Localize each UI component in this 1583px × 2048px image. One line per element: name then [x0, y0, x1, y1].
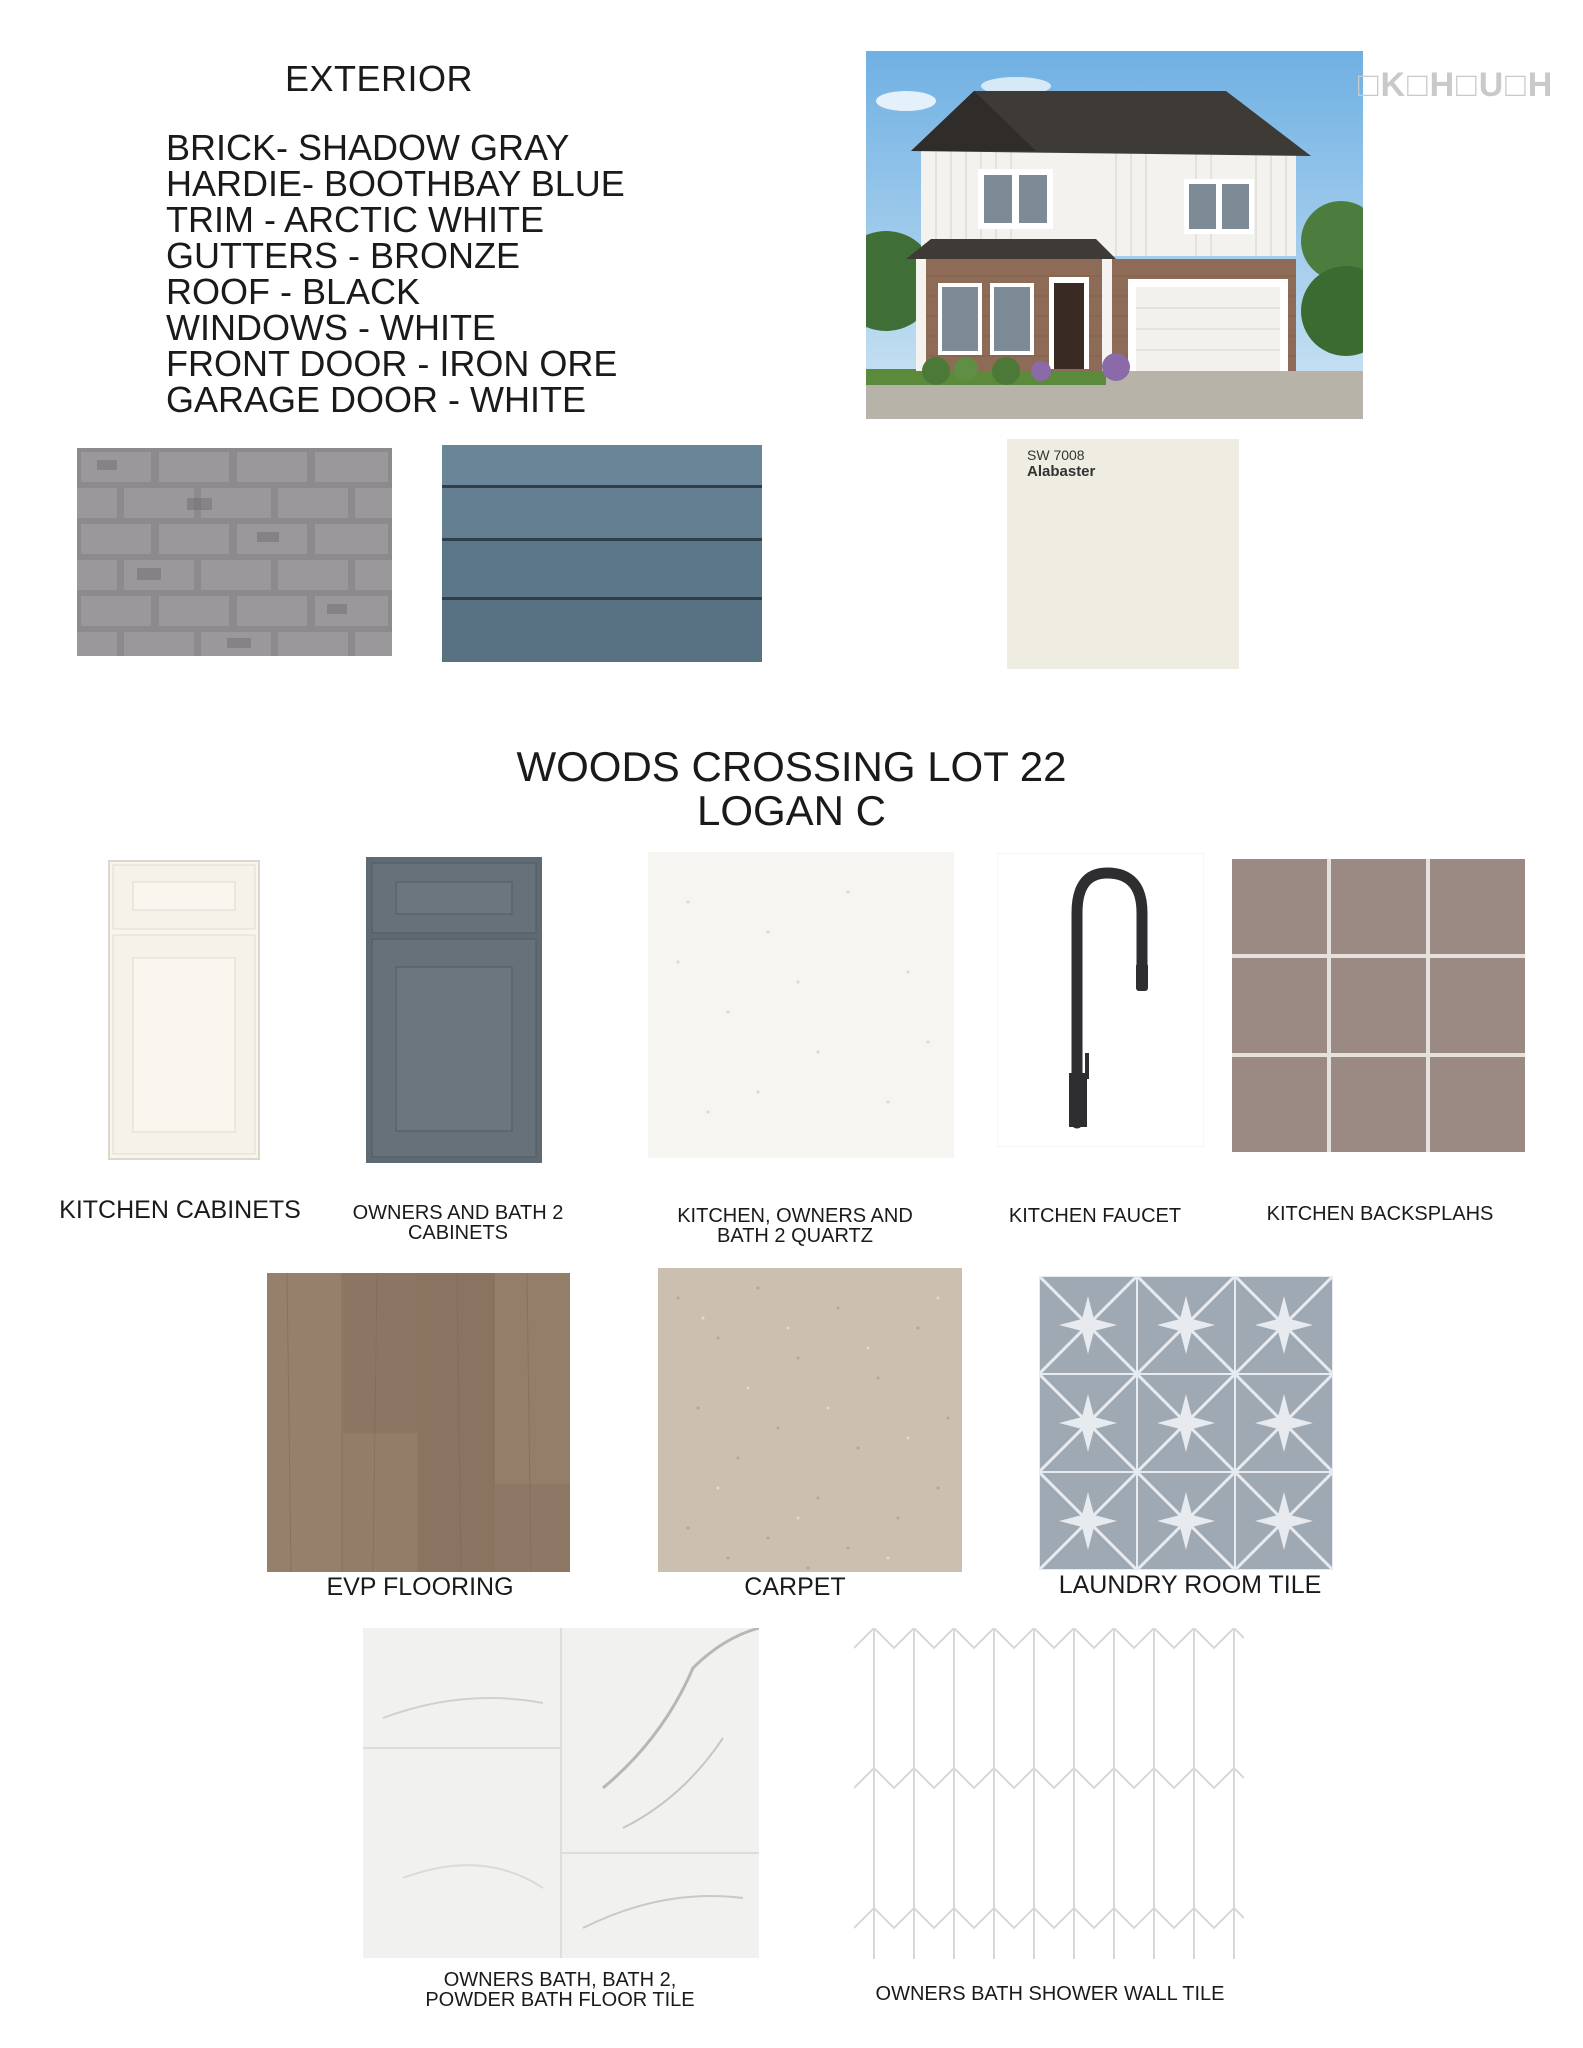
- spec-item: WINDOWS - WHITE: [166, 307, 496, 348]
- gray-cabinet-image: [366, 857, 542, 1163]
- swatch-name: Alabaster: [1027, 463, 1096, 480]
- caption-line: OWNERS BATH, BATH 2,: [443, 1969, 677, 1991]
- shower-wall-tile-image: [854, 1628, 1244, 1959]
- alabaster-paint-swatch: [1007, 439, 1239, 669]
- kitchen-cabinet-image: [108, 860, 260, 1160]
- house-rendering-image: [866, 51, 1363, 419]
- caption-quartz: [655, 1206, 935, 1246]
- caption-carpet: CARPET: [744, 1573, 846, 1601]
- caption-line: BATH 2 QUARTZ: [717, 1225, 873, 1247]
- spec-item: GARAGE DOOR - WHITE: [166, 379, 587, 420]
- caption-line: CABINETS: [407, 1222, 509, 1244]
- spec-item: HARDIE- BOOTHBAY BLUE: [166, 163, 625, 204]
- caption-line: OWNERS AND BATH 2: [352, 1202, 564, 1224]
- hardie-siding-swatch-image: [442, 445, 762, 662]
- caption-laundry-tile: LAUNDRY ROOM TILE: [1058, 1571, 1322, 1599]
- caption-kitchen-faucet: KITCHEN FAUCET: [1008, 1205, 1182, 1227]
- exterior-heading: EXTERIOR: [285, 58, 474, 99]
- caption-kitchen-backsplash: KITCHEN BACKSPLAHS: [1266, 1203, 1494, 1225]
- evp-flooring-image: [267, 1273, 570, 1572]
- spec-item: TRIM - ARCTIC WHITE: [166, 199, 544, 240]
- watermark-text: □K□H□U□H: [1358, 66, 1555, 104]
- brick-swatch-image: [77, 448, 392, 656]
- kitchen-backsplash-image: [1232, 859, 1525, 1152]
- project-title-line2: LOGAN C: [696, 787, 887, 834]
- kitchen-faucet-image: [997, 853, 1204, 1147]
- caption-kitchen-cabinets: KITCHEN CABINETS: [59, 1196, 301, 1224]
- exterior-spec-list: [166, 127, 625, 420]
- caption-owners-cabinets: [330, 1203, 586, 1243]
- floor-tile-image: [363, 1628, 759, 1958]
- caption-floor-tile: [380, 1970, 740, 2010]
- carpet-swatch-image: [658, 1268, 962, 1572]
- laundry-tile-image: [1039, 1276, 1333, 1570]
- caption-line: KITCHEN, OWNERS AND: [677, 1205, 913, 1227]
- caption-evp-flooring: EVP FLOORING: [326, 1573, 514, 1601]
- spec-item: BRICK- SHADOW GRAY: [166, 127, 570, 168]
- spec-item: ROOF - BLACK: [166, 271, 421, 312]
- spec-item: FRONT DOOR - IRON ORE: [166, 343, 618, 384]
- caption-line: POWDER BATH FLOOR TILE: [425, 1989, 695, 2011]
- project-title: [0, 745, 1583, 833]
- project-title-line1: WOODS CROSSING LOT 22: [516, 743, 1067, 790]
- caption-shower-wall-tile: OWNERS BATH SHOWER WALL TILE: [875, 1983, 1225, 2005]
- spec-item: GUTTERS - BRONZE: [166, 235, 521, 276]
- swatch-code: SW 7008: [1027, 447, 1085, 463]
- quartz-swatch-image: [648, 852, 954, 1158]
